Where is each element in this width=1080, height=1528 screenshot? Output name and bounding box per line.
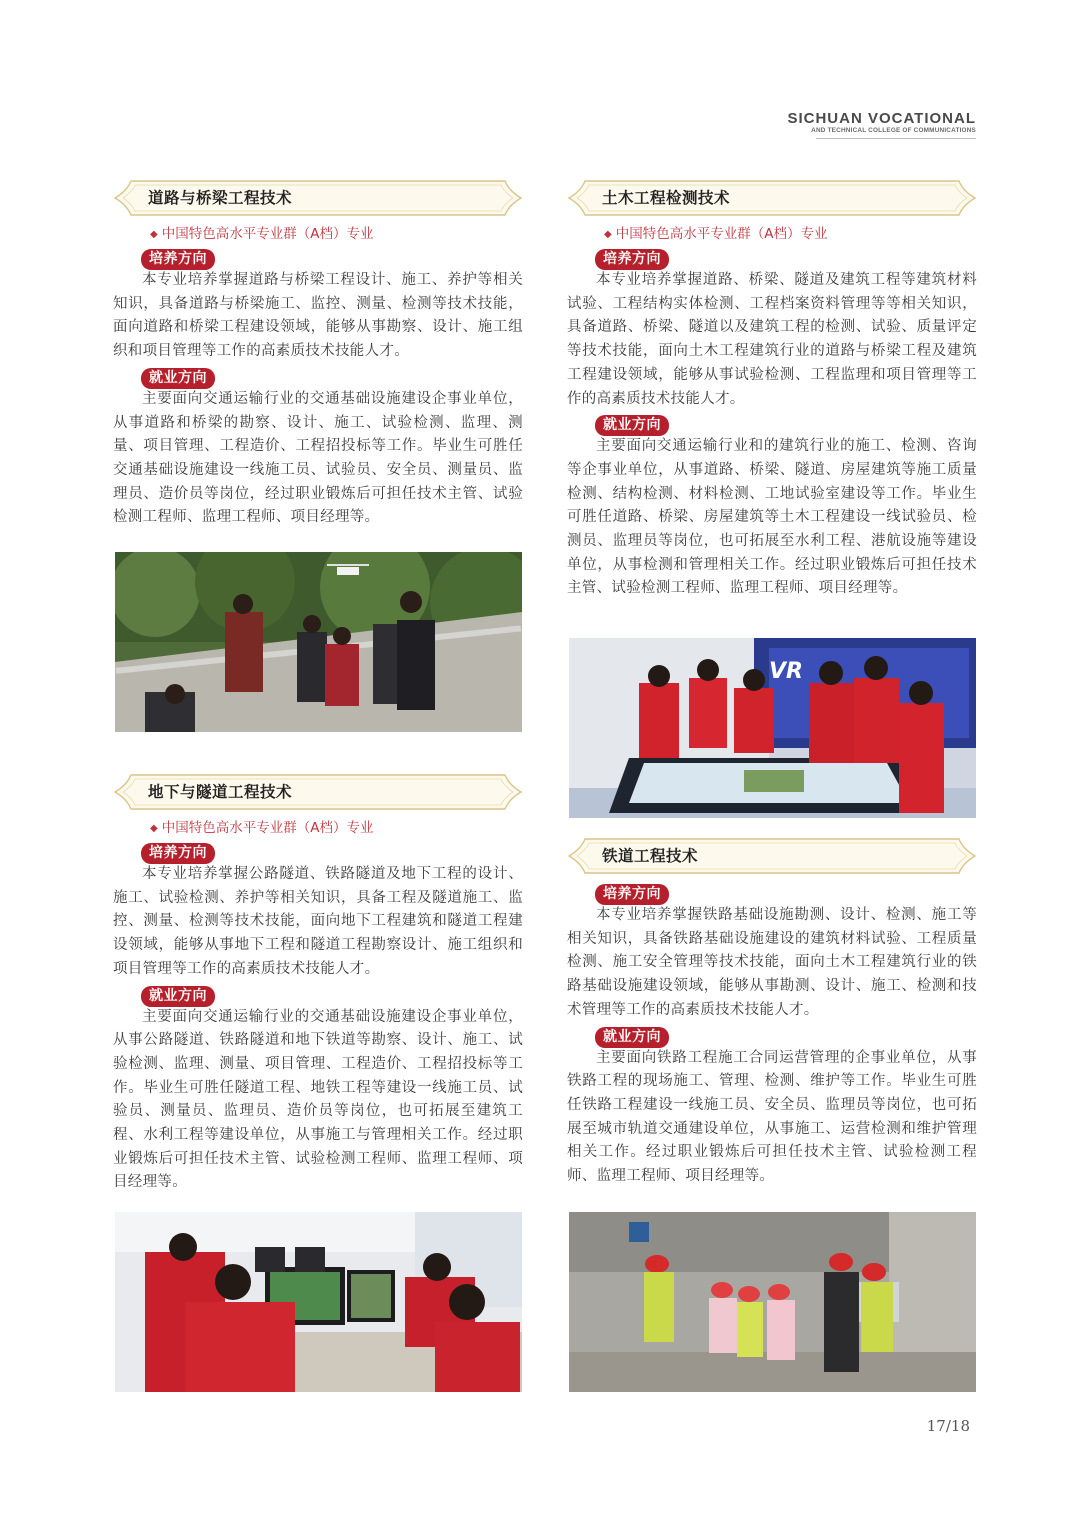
- section-title: 地下与隧道工程技术: [148, 783, 293, 801]
- section-banner: [113, 773, 523, 811]
- section-title: 道路与桥梁工程技术: [148, 189, 293, 207]
- training-label: 培养方向: [141, 843, 215, 864]
- section-title: 土木工程检测技术: [602, 189, 731, 207]
- employment-text: 主要面向交通运输行业和的建筑行业的施工、检测、咨询等企事业单位，从事道路、桥梁、隧道、房屋建筑等施工质量检测、结构检测、材料检测、工地试验室建设等工作。毕业生可胜任道路、桥梁、房屋建筑等土木工程建设一线试验员、检测员、监理员等岗位，也可拓展至水利工程、港航设施等建设单位，从事检测和管理相关工作。经过职业锻炼后可担任技术主管、试验检测工程师、监理工程师、项目经理等。: [567, 438, 977, 597]
- training-label: 培养方向: [595, 249, 669, 270]
- photo-drone-survey: [115, 552, 522, 732]
- section-banner: [567, 837, 977, 875]
- brand-subtitle: AND TECHNICAL COLLEGE OF COMMUNICATIONS: [811, 127, 976, 134]
- section-title: 铁道工程技术: [602, 847, 699, 865]
- section-banner: [113, 179, 523, 217]
- section-railway: [567, 837, 977, 1189]
- tagline-text: 中国特色高水平专业群（A档）专业: [615, 226, 828, 242]
- section-banner: [567, 179, 977, 217]
- tagline-text: 中国特色高水平专业群（A档）专业: [161, 226, 374, 242]
- training-label: 培养方向: [141, 249, 215, 270]
- section-tagline: [150, 817, 523, 839]
- training-text: 本专业培养掌握道路与桥梁工程设计、施工、养护等相关知识，具备道路与桥梁施工、监控、测量、检测等技术技能，面向道路和桥梁工程建设领域，能够从事勘察、设计、施工组织和项目管理等工作的高素质技术技能人才。: [113, 272, 523, 360]
- employment-text: 主要面向交通运输行业的交通基础设施建设企事业单位，从事公路隧道、铁路隧道和地下铁道等勘察、设计、施工、试验检测、监理、测量、项目管理、工程造价、工程招投标等工作。毕业生可胜任隧道工程、地铁工程等建设一线施工员、试验员、测量员、监理员、造价员等岗位，也可拓展至建筑工程、水利工程等建设单位，从事施工与管理相关工作。经过职业锻炼后可担任技术主管、试验检测工程师、监理工程师、项目经理等。: [113, 1008, 523, 1191]
- hardhat-icon: [645, 1255, 669, 1273]
- training-text: 本专业培养掌握公路隧道、铁路隧道及地下工程的设计、施工、试验检测、养护等相关知识，具备工程及隧道施工、监控、测量、检测等技术技能，面向地下工程建筑和隧道工程建设领域，能够从事地下工程和隧道工程勘察设计、施工组织和项目管理等工作的高素质技术技能人才。: [113, 866, 523, 977]
- employment-label: 就业方向: [141, 368, 215, 389]
- photo-vr-sandtable: [569, 638, 976, 818]
- section-tagline: [150, 223, 523, 245]
- employment-label: 就业方向: [595, 1027, 669, 1048]
- training-label: 培养方向: [595, 884, 669, 905]
- tagline-text: 中国特色高水平专业群（A档）专业: [161, 820, 374, 836]
- diamond-icon: ◆: [150, 229, 158, 240]
- photo-tunnel-site: [569, 1212, 976, 1392]
- vr-screen-text: VR: [769, 659, 803, 684]
- section-tunnel: [113, 773, 523, 1195]
- brand-rule: [816, 138, 976, 139]
- training-text: 本专业培养掌握道路、桥梁、隧道及建筑工程等建筑材料试验、工程结构实体检测、工程档案资料管理等等相关知识，具备道路、桥梁、隧道以及建筑工程的检测、试验、质量评定等技术技能，面向土木工程建筑行业的道路与桥梁工程及建筑工程建设领域，能够从事试验检测、工程监理和项目管理等工作的高素质技术技能人才。: [567, 272, 977, 407]
- employment-text: 主要面向交通运输行业的交通基础设施建设企事业单位，从事道路和桥梁的勘察、设计、施工、试验检测、监理、测量、项目管理、工程造价、工程招投标等工作。毕业生可胜任交通基础设施建设一线施工员、试验员、安全员、测量员、监理员、造价员等岗位，经过职业锻炼后可担任技术主管、试验检测工程师、监理工程师、项目经理等。: [113, 390, 523, 526]
- brand-title: SICHUAN VOCATIONAL: [787, 110, 976, 127]
- training-text: 本专业培养掌握铁路基础设施勘测、设计、检测、施工等相关知识，具备铁路基础设施建设的建筑材料试验、工程质量检测、施工安全管理等技术技能，面向土木工程建筑行业的铁路基础设施建设领域，能够从事勘测、设计、施工、检测和技术管理等工作的高素质技术技能人才。: [567, 907, 977, 1018]
- photo-computer-lab: [115, 1212, 522, 1392]
- brand-header: [787, 110, 976, 135]
- employment-label: 就业方向: [595, 415, 669, 436]
- section-tagline: [604, 223, 977, 245]
- diamond-icon: ◆: [604, 229, 612, 240]
- section-civil-testing: [567, 179, 977, 601]
- page-number: 17/18: [926, 1417, 970, 1435]
- diamond-icon: ◆: [150, 823, 158, 834]
- employment-text: 主要面向铁路工程施工合同运营管理的企事业单位，从事铁路工程的现场施工、管理、检测、维护等工作。毕业生可胜任铁路工程建设一线施工员、安全员、监理员等岗位，也可拓展至城市轨道交通建设单位，从事施工、运营检测和维护管理相关工作。经过职业锻炼后可担任技术主管、试验检测工程师、监理工程师、项目经理等。: [567, 1049, 977, 1185]
- section-road-bridge: [113, 179, 523, 530]
- employment-label: 就业方向: [141, 986, 215, 1007]
